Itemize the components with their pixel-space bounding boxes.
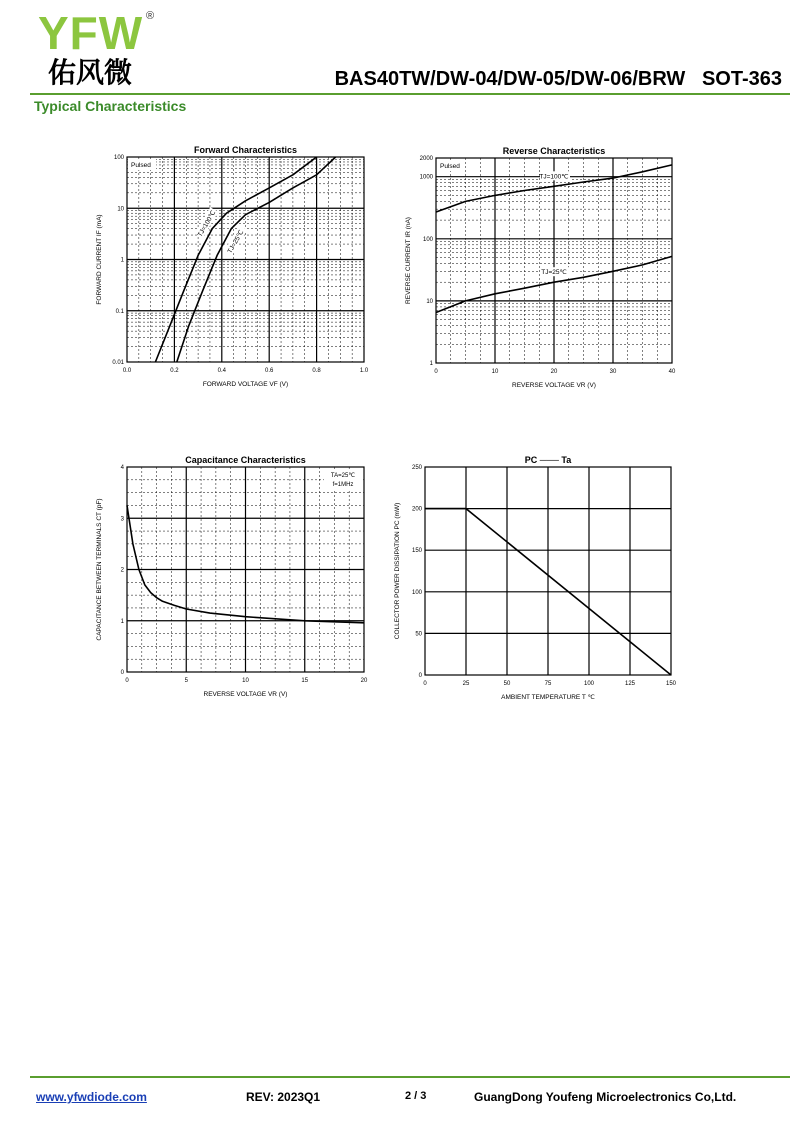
website-link[interactable]: www.yfwdiode.com <box>36 1090 147 1104</box>
y-tick-label: 1 <box>120 618 124 625</box>
series-label: TJ=100℃ <box>539 173 569 181</box>
forward-characteristics-chart <box>85 140 385 400</box>
note-pulsed: Pulsed <box>440 163 460 170</box>
y-tick-label: 4 <box>120 465 124 471</box>
y-tick-label: 2 <box>120 567 124 574</box>
y-tick-label: 3 <box>120 516 124 523</box>
series-label: TJ=25℃ <box>541 269 567 277</box>
chart-title: Capacitance Characteristics <box>185 455 306 465</box>
x-tick-label: 150 <box>665 681 677 687</box>
x-tick-label: 15 <box>301 678 309 684</box>
x-tick-label: 75 <box>544 681 552 687</box>
x-tick-label: 0.6 <box>265 368 274 374</box>
y-axis-label: COLLECTOR POWER DISSIPATION PC (mW) <box>394 502 401 640</box>
header-divider <box>30 93 790 95</box>
y-tick-label: 10 <box>426 298 433 305</box>
y-tick-label: 10 <box>117 206 124 213</box>
x-tick-label: 25 <box>462 681 470 687</box>
y-tick-label: 1 <box>120 257 124 264</box>
x-tick-label: 30 <box>609 369 617 375</box>
y-tick-label: 50 <box>415 631 422 638</box>
y-tick-label: 100 <box>113 155 124 161</box>
x-tick-label: 20 <box>550 369 558 375</box>
capacitance-characteristics-chart <box>85 450 385 710</box>
chart-title: Forward Characteristics <box>193 145 298 155</box>
x-tick-label: 0 <box>125 678 129 684</box>
reverse-characteristics-chart <box>400 140 700 400</box>
document-title: BAS40TW/DW-04/DW-05/DW-06/BRW SOT-363 <box>334 68 782 90</box>
series-label: TJ=25℃ <box>226 229 246 255</box>
y-axis-label: FORWARD CURRENT IF (mA) <box>96 214 103 305</box>
x-tick-label: 125 <box>624 681 636 687</box>
x-axis-label: REVERSE VOLTAGE VR (V) <box>203 691 288 698</box>
y-tick-label: 0 <box>120 670 124 676</box>
x-tick-label: 40 <box>668 369 676 375</box>
x-tick-label: 0.4 <box>217 368 226 374</box>
company-logo <box>38 7 158 90</box>
x-tick-label: 10 <box>242 678 249 684</box>
y-tick-label: 200 <box>411 506 422 513</box>
x-axis-label: AMBIENT TEMPERATURE T ℃ <box>501 694 595 701</box>
x-tick-label: 20 <box>360 678 368 684</box>
note-pulsed: Pulsed <box>131 162 151 169</box>
section-title: Typical Characteristics <box>34 98 187 114</box>
x-tick-label: 0 <box>434 369 438 375</box>
logo-text: YFW <box>38 7 144 59</box>
footer-page-number: 2 / 3 <box>405 1090 427 1102</box>
y-tick-label: 1000 <box>419 174 433 181</box>
x-tick-label: 0.2 <box>170 368 179 374</box>
y-tick-label: 0 <box>418 673 422 679</box>
chart-title: PC ─── Ta <box>524 455 572 465</box>
y-axis-label: CAPACITANCE BETWEEN TERMINALS CT (pF) <box>96 498 103 641</box>
y-tick-label: 250 <box>411 465 422 471</box>
y-tick-label: 0.1 <box>115 308 124 315</box>
footer-revision: REV: 2023Q1 <box>246 1090 321 1104</box>
registered-mark: ® <box>146 10 155 22</box>
logo-chinese-name: 佑风微 <box>48 56 133 89</box>
note-condition: f=1MHz <box>332 482 354 488</box>
chart-title: Reverse Characteristics <box>502 146 606 156</box>
series-label: TJ=100℃ <box>196 209 218 239</box>
footer-divider <box>30 1076 790 1078</box>
x-tick-label: 0.0 <box>122 368 132 374</box>
x-axis-label: FORWARD VOLTAGE VF (V) <box>202 381 289 388</box>
y-tick-label: 0.01 <box>112 360 124 366</box>
x-tick-label: 0.8 <box>312 368 321 374</box>
footer-website[interactable] <box>36 1090 147 1104</box>
x-tick-label: 10 <box>491 369 499 375</box>
note-condition: TA=25℃ <box>330 473 356 479</box>
y-tick-label: 150 <box>411 548 422 555</box>
footer-company: GuangDong Youfeng Microelectronics Co,Ltd. <box>474 1090 737 1104</box>
y-tick-label: 100 <box>422 236 433 243</box>
x-tick-label: 0 <box>423 681 427 687</box>
x-tick-label: 5 <box>184 678 188 684</box>
power-dissipation-chart <box>385 450 695 710</box>
y-tick-label: 1 <box>429 361 433 367</box>
x-axis-label: REVERSE VOLTAGE VR (V) <box>512 382 596 389</box>
x-tick-label: 100 <box>583 681 595 687</box>
y-tick-label: 2000 <box>419 156 433 162</box>
x-tick-label: 50 <box>503 681 511 687</box>
y-axis-label: REVERSE CURRENT IR (nA) <box>405 217 412 304</box>
y-tick-label: 100 <box>411 589 422 596</box>
x-tick-label: 1.0 <box>359 368 369 374</box>
